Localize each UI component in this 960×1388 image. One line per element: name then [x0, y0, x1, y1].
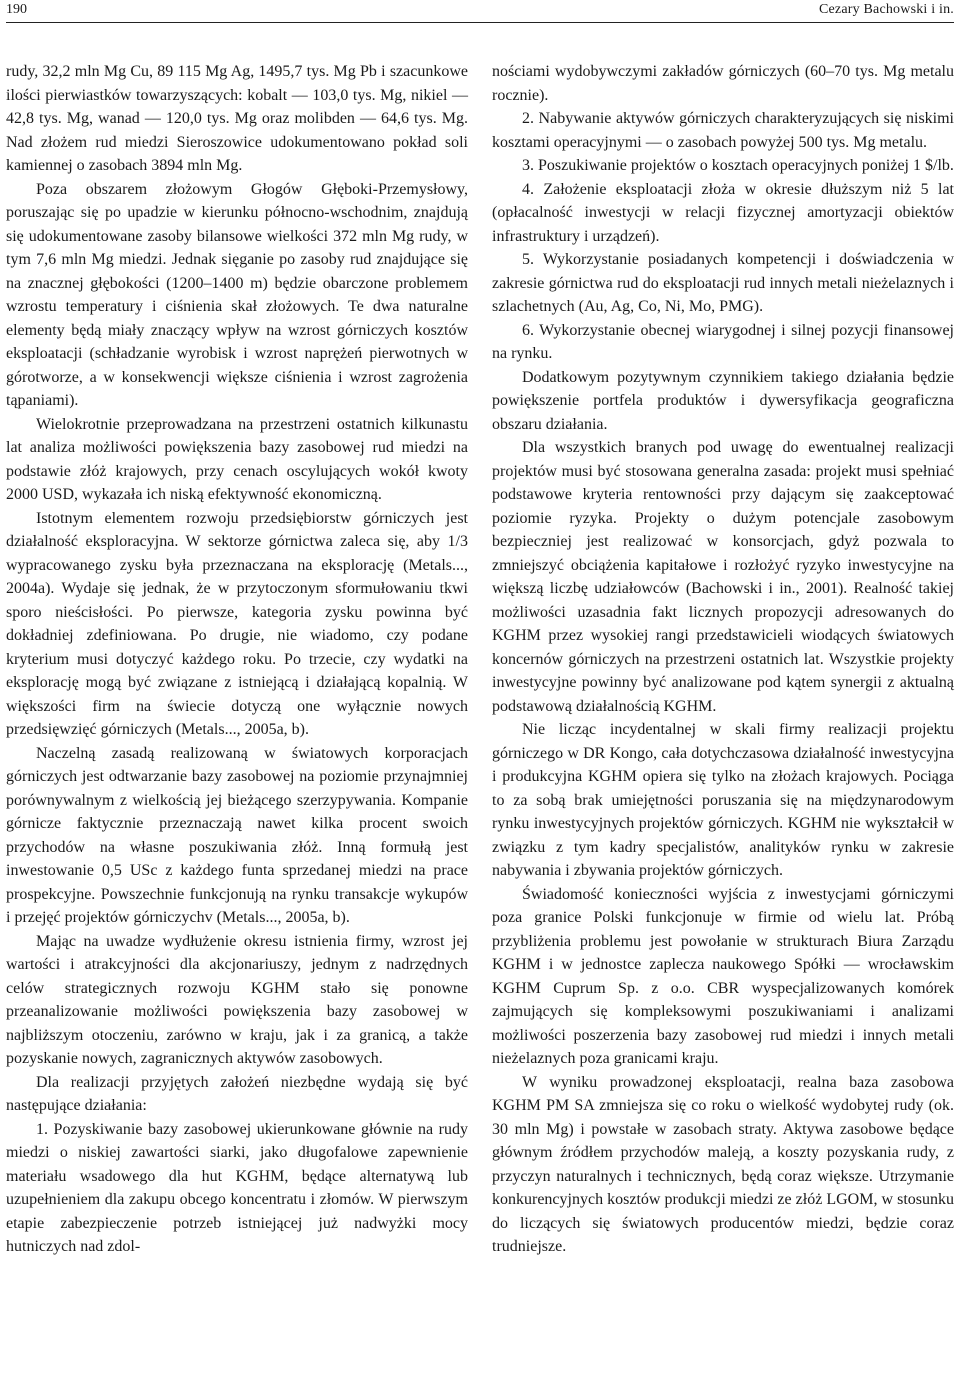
paragraph: 6. Wykorzystanie obecnej wiarygodnej i silnej pozycji finansowej na rynku. — [492, 321, 954, 362]
paragraph: 4. Założenie eksploatacji złoża w okresie dłuższym niż 5 lat (opłacalność inwestycji w relacji fizycznej amortyzacji obiektów infrastruktury i urządzeń). — [492, 180, 954, 245]
paragraph: nościami wydobywczymi zakładów górniczych (60–70 tys. Mg metalu rocznie). — [492, 63, 954, 104]
left-column — [6, 60, 468, 1259]
paragraph: Nie licząc incydentalnej w skali firmy realizacji projektu górniczego w DR Kongo, cała dotychczasowa działalność inwestycyjna i produkcyjna KGHM opiera się tylko na złożach krajowych. Pociąga to za sobą brak umiejętności poruszania się na międzynarodowym rynku inwestycyjnych projektów górniczych. KGHM nie wykształcił w związku z tym kadry specjalistów, analityków rynku w zakresie nabywania i zbywania projektów górniczych. — [492, 721, 954, 879]
running-header — [6, 0, 954, 23]
paragraph: Mając na uwadze wydłużenie okresu istnienia firmy, wzrost jej wartości i atrakcyjności dla akcjonariuszy, jednym z nadrzędnych celów strategicznych rozwoju KGHM stało się ponowne przeanalizowanie możliwości powiększenia bazy zasobowej w najbliższym otoczeniu, zarówno w kraju, jak i za granicą, a także pozyskanie nowych, zagranicznych aktywów zasobowych. — [6, 932, 468, 1067]
running-author: Cezary Bachowski i in. — [818, 2, 954, 17]
paragraph: Wielokrotnie przeprowadzana na przestrzeni ostatnich kilkunastu lat analiza możliwości powiększenia bazy zasobowej rud miedzi na podstawie złóż krajowych, przy cenach oscylujących wokół kwoty 2000 USD, wykazała ich niską efektywność ekonomiczną. — [6, 415, 468, 503]
paragraph: Poza obszarem złożowym Głogów Głęboki-Przemysłowy, poruszając się po upadzie w kierunku północno-wschodnim, znajdują się udokumentowane zasoby bilansowe wielkości 372 mln Mg rudy, w tym 7,6 mln Mg miedzi. Jednak sięganie po zasoby rud znajdujące się na znacznej głębokości (1200–1400 m) będzie obarczone problemem wzrostu temperatury i ciśnienia skał złożowych. Te dwa naturalne elementy będą miały znaczący wpływ na wzrost górniczych kosztów eksploatacji (schładzanie wyrobisk i wzrost naprężeń pierwotnych w górotworze, a w konsekwencji większe ciśnienia i wzrost zagrożenia tąpaniami). — [6, 180, 468, 409]
paragraph: Istotnym elementem rozwoju przedsiębiorstw górniczych jest działalność eksploracyjna. W sektorze górnictwa zaleca się, aby 1/3 wypracowanego zysku była przeznaczana na eksplorację (Metals..., 2004a). Wydaje się jednak, że w przytoczonym sformułowaniu tkwi sporo nieścisłości. Po pierwsze, kategoria zysku powinna być dokładniej zdefiniowana. Po drugie, nie wiadomo, czy podane kryterium musi dotyczyć każdego roku. Po trzecie, czy wydatki na eksplorację mogą być związane z istniejącą i działającą kopalnią. W większości firm na świecie dotyczą one wyłącznie nowych przedsięwzięć górniczych (Metals..., 2005a, b). — [6, 509, 468, 738]
paragraph: 5. Wykorzystanie posiadanych kompetencji i doświadczenia w zakresie górnictwa rud do eksploatacji rud innych metali nieżelaznych i szlachetnych (Au, Ag, Co, Ni, Mo, PMG). — [492, 251, 954, 315]
paragraph: rudy, 32,2 mln Mg Cu, 89 115 Mg Ag, 1495,7 tys. Mg Pb i szacunkowe ilości pierwiastków towarzyszących: kobalt — 103,0 tys. Mg, nikiel — 42,8 tys. Mg, wanad — 120,0 tys. Mg oraz molibden — 64,6 tys. Mg. Nad złożem rud miedzi Sieroszowice udokumentowano pokład soli kamiennej o zasobach 3894 mln Mg. — [6, 63, 468, 174]
paragraph: Świadomość konieczności wyjścia z inwestycjami górniczymi poza granice Polski funkcjonuje w firmie od wielu lat. Próbą przybliżenia problemu jest powołanie w strukturach Biura Zarządu KGHM i w jednostce zaplecza naukowego Spółki — wrocławskim KGHM Cuprum Sp. z o.o. CBR wyspecjalizowanych komórek zajmujących się kompleksowymi poszukiwaniami i analizami możliwości poszerzenia bazy zasobowej rud miedzi i innych metali nieżelaznych poza granicami kraju. — [492, 885, 954, 1067]
paragraph: Naczelną zasadą realizowaną w światowych korporacjach górniczych jest odtwarzanie bazy zasobowej na poziomie przynajmniej porównywalnym z wielkością jej bieżącego szerzypywania. Kompanie górnicze faktycznie przeznaczają nawet kilka procent swoich przychodów na własne poszukiwania złóż. Inną formułą jest inwestowanie 0,5 USc z każdego funta sprzedanej miedzi na prace prospekcyjne. Powszechnie funkcjonują na rynku transakcje wykupów i przejęć projektów górniczychv (Metals..., 2005a, b). — [6, 744, 468, 926]
right-column — [492, 60, 954, 1259]
page-number: 190 — [6, 2, 27, 17]
paragraph: 2. Nabywanie aktywów górniczych charakteryzujących się niskimi kosztami operacyjnymi — o zasobach powyżej 500 tys. Mg metalu. — [492, 110, 954, 151]
paragraph: Dla wszystkich branych pod uwagę do ewentualnej realizacji projektów musi być stosowana generalna zasada: projekt musi spełniać podstawowe kryteria rentowności przy dającym się zaakceptować poziomie ryzyka. Projekty o dużym potencjale zasobowym bezpieczniej jest realizować w konsorcjach, gdyż pozwala to zmniejszyć obciążenia kapitałowe i rozłożyć ryzyko inwestycyjne na większą liczbę udziałowców (Bachowski i in., 2001). Realność takiej możliwości uzasadnia fakt licznych propozycji adresowanych do KGHM przez wysokiej rangi przedstawicieli wiodących światowych koncernów górniczych na przestrzeni ostatnich lat. Wszystkie projekty inwestycyjne powinny być analizowane pod kątem synergii z aktualną podstawową działalnością KGHM. — [492, 439, 954, 715]
paragraph: Dla realizacji przyjętych założeń niezbędne wydają się być następujące działania: — [6, 1073, 468, 1114]
paragraph: Dodatkowym pozytywnym czynnikiem takiego działania będzie powiększenie portfela produktów i dywersyfikacja geograficzna obszaru działania. — [492, 368, 954, 433]
paragraph: W wyniku prowadzonej eksploatacji, realna baza zasobowa KGHM PM SA zmniejsza się co roku o wielkość wydobytej rudy (ok. 30 mln Mg) i powstałe w zasobach straty. Aktywa zasobowe będące głównym źródłem przychodów maleją, a koszty pozyskania rudy, z przyczyn naturalnych i technicznych, będą coraz większe. Utrzymanie konkurencyjnych kosztów produkcji miedzi ze złóż LGOM, w stosunku do liczących się światowych producentów miedzi, będzie coraz trudniejsze. — [492, 1073, 954, 1255]
paragraph: 3. Poszukiwanie projektów o kosztach operacyjnych poniżej 1 $/lb. — [522, 157, 954, 174]
paragraph: 1. Pozyskiwanie bazy zasobowej ukierunkowane głównie na rudy miedzi o niskiej zawartości siarki, jako długofalowe zapewnienie materiału wsadowego dla hut KGHM, będące alternatywą lub uzupełnieniem dla zakupu obcego koncentratu i złomów. W pierwszym etapie zabezpieczenie potrzeb istniejącej już nadwyżki mocy hutniczych nad zdol- — [6, 1120, 468, 1255]
